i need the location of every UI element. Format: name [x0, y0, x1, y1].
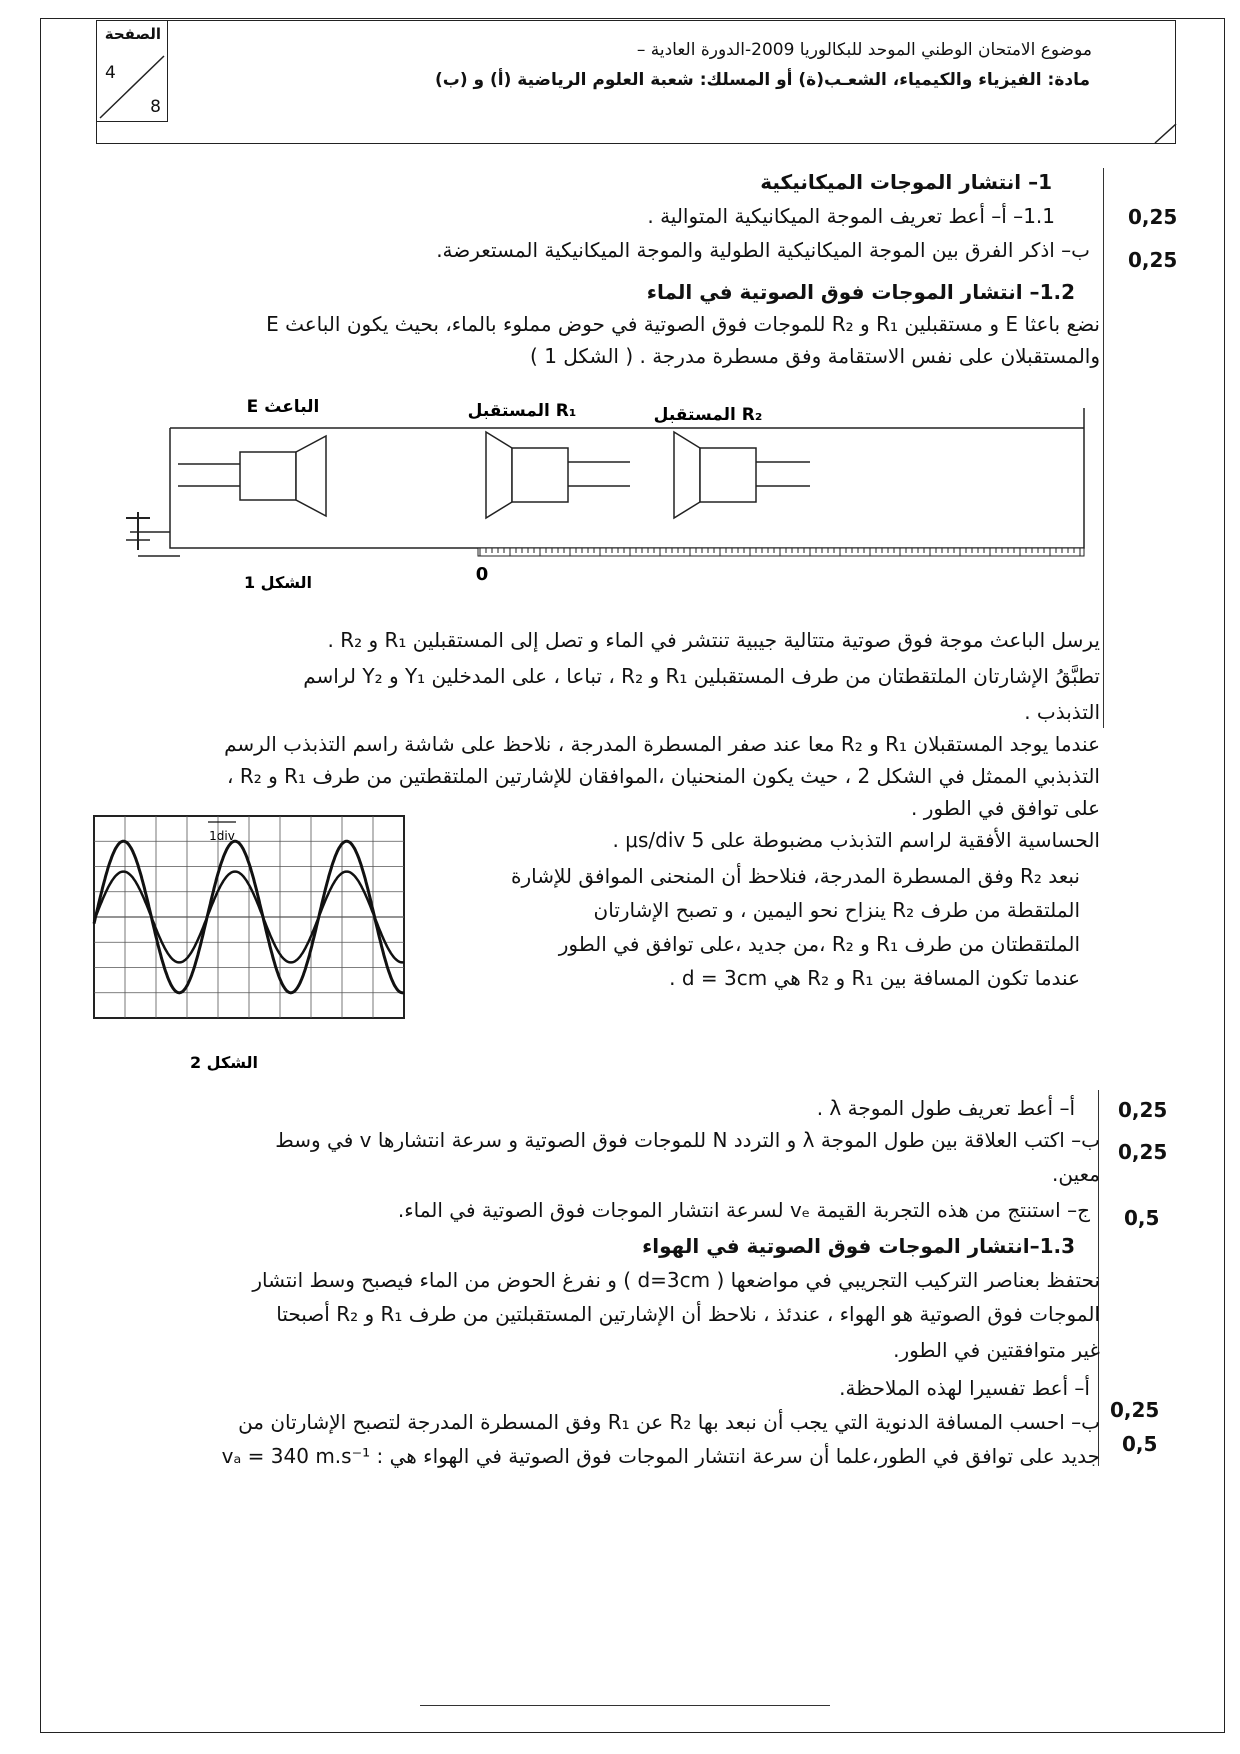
text2-line-7: الحساسية الأفقية لراسم التذبذب مضبوطة على 5 μs/div .: [612, 828, 1100, 852]
graduated-ruler: [478, 548, 1084, 556]
mark-q13a: 0,25: [1110, 1398, 1160, 1422]
text2-line-9: الملتقطة من طرف R₂ ينزاح نحو اليمين ، و تصبح الإشارتان: [593, 898, 1080, 922]
section-1-title: 1– انتشار الموجات الميكانيكية: [760, 170, 1052, 194]
receiver-R1: [486, 432, 630, 518]
figure-1-setup: [120, 390, 1100, 600]
receiver-R2: [674, 432, 810, 518]
figure-1-caption: الشكل 1: [243, 573, 313, 592]
text2-line-11: عندما تكون المسافة بين R₁ و R₂ هي d = 3cm .: [669, 966, 1080, 990]
mark-q11a: 0,25: [1128, 205, 1178, 229]
section-1-3-paragraph-line-2: الموجات فوق الصوتية هو الهواء ، عندئذ ، نلاحظ أن الإشارتين المستقبلتين من طرف R₁ و R₂ أصبحتا: [276, 1302, 1100, 1326]
page-number-box: [96, 20, 168, 122]
page-label: الصفحة: [104, 25, 161, 43]
text2-line-6: على توافق في الطور .: [911, 796, 1100, 820]
header-line-2: مادة: الفيزياء والكيمياء، الشعـب(ة) أو المسلك: شعبة العلوم الرياضية (أ) و (ب): [434, 70, 1090, 90]
text2-line-4: عندما يوجد المستقبلان R₁ و R₂ معا عند صفر المسطرة المدرجة ، نلاحظ على شاشة راسم التذبذب الرسم: [224, 732, 1100, 756]
label-R1: R₁ المستقبل: [467, 401, 577, 421]
emitter-E: [178, 436, 326, 516]
question-1-2-b-line-2: معين.: [1052, 1162, 1100, 1186]
question-1-3-b-line-1: ب– احسب المسافة الدنوية التي يجب أن نبعد بها R₂ عن R₁ وفق المسطرة المدرجة لتصبح الإشارتان من: [238, 1410, 1100, 1434]
figure-2-caption: الشكل 2: [189, 1053, 259, 1072]
margin-rule-top: [1103, 168, 1104, 728]
mark-q12b: 0,25: [1118, 1140, 1168, 1164]
page-total: 8: [150, 97, 161, 117]
mark-q12a: 0,25: [1118, 1098, 1168, 1122]
text2-line-8: نبعد R₂ وفق المسطرة المدرجة، فنلاحظ أن المنحنى الموافق للإشارة: [510, 864, 1080, 888]
text2-line-2: تطبَّقُ الإشارتان الملتقطتان من طرف المستقبلين R₁ و R₂ ، تباعا ، على المدخلين Y₁ و Y₂ لراسم: [303, 664, 1100, 688]
mark-q13b: 0,5: [1122, 1432, 1158, 1456]
paragraph-1-line-1: نضع باعثا E و مستقبلين R₁ و R₂ للموجات فوق الصوتية في حوض مملوء بالماء، بحيث يكون الباعث E: [266, 312, 1100, 336]
section-1-3-paragraph-line-3: غير متوافقتين في الطور.: [893, 1338, 1100, 1362]
subsection-1-3-title: 1.3–انتشار الموجات فوق الصوتية في الهواء: [642, 1234, 1075, 1258]
label-R2: R₂ المستقبل: [653, 405, 763, 425]
subsection-1-2-title: 1.2– انتشار الموجات فوق الصوتية في الماء: [646, 280, 1075, 304]
label-E: الباعث E: [246, 397, 320, 417]
div-label: 1div: [209, 829, 235, 843]
figure-2-oscilloscope: [88, 810, 410, 1082]
text2-line-1: يرسل الباعث موجة فوق صوتية متتالية جيبية تنتشر في الماء و تصل إلى المستقبلين R₁ و R₂ .: [327, 628, 1100, 652]
question-1-3-a: أ– أعط تفسيرا لهذه الملاحظة.: [839, 1376, 1090, 1400]
mark-q12c: 0,5: [1124, 1206, 1160, 1230]
mark-q11b: 0,25: [1128, 248, 1178, 272]
ruler-zero: 0: [475, 564, 489, 585]
question-1-1-b: ب– اذكر الفرق بين الموجة الميكانيكية الطولية والموجة الميكانيكية المستعرضة.: [436, 238, 1090, 262]
header-line-1: موضوع الامتحان الوطني الموحد للبكالوريا 2009-الدورة العادية –: [636, 40, 1092, 60]
text2-line-5: التذبذبي الممثل في الشكل 2 ، حيث يكون المنحنيان ،الموافقان للإشارتين الملتقطتين من طرف R₁ و R₂ ،: [227, 764, 1100, 788]
question-1-2-c: ج– استنتج من هذه التجربة القيمة vₑ لسرعة انتشار الموجات فوق الصوتية في الماء.: [397, 1198, 1090, 1222]
question-1-1-a: 1.1– أ– أعط تعريف الموجة الميكانيكية المتوالية .: [647, 204, 1055, 228]
oscilloscope-screen: [88, 810, 410, 1082]
paragraph-1-line-2: والمستقبلان على نفس الاستقامة وفق مسطرة مدرجة . ( الشكل 1 ): [530, 344, 1100, 368]
page-number: 4: [105, 63, 116, 83]
question-1-3-b-line-2: جديد على توافق في الطور،علما أن سرعة انتشار الموجات فوق الصوتية في الهواء هي : vₐ = 340 m.s⁻¹: [221, 1444, 1100, 1468]
text2-line-10: الملتقطتان من طرف R₁ و R₂ ،من جديد ،على توافق في الطور: [558, 932, 1080, 956]
text2-line-3: التذبذب .: [1024, 700, 1100, 724]
question-1-2-b-line-1: ب– اكتب العلاقة بين طول الموجة λ و التردد N للموجات فوق الصوتية و سرعة انتشارها v في وسط: [275, 1128, 1100, 1152]
question-1-2-a: أ– أعط تعريف طول الموجة λ .: [816, 1096, 1075, 1120]
bottom-rule: [420, 1705, 830, 1706]
section-1-3-paragraph-line-1: نحتفظ بعناصر التركيب التجريبي في مواضعها ( d=3cm ) و نفرغ الحوض من الماء فيصبح وسط انتشار: [252, 1268, 1100, 1292]
